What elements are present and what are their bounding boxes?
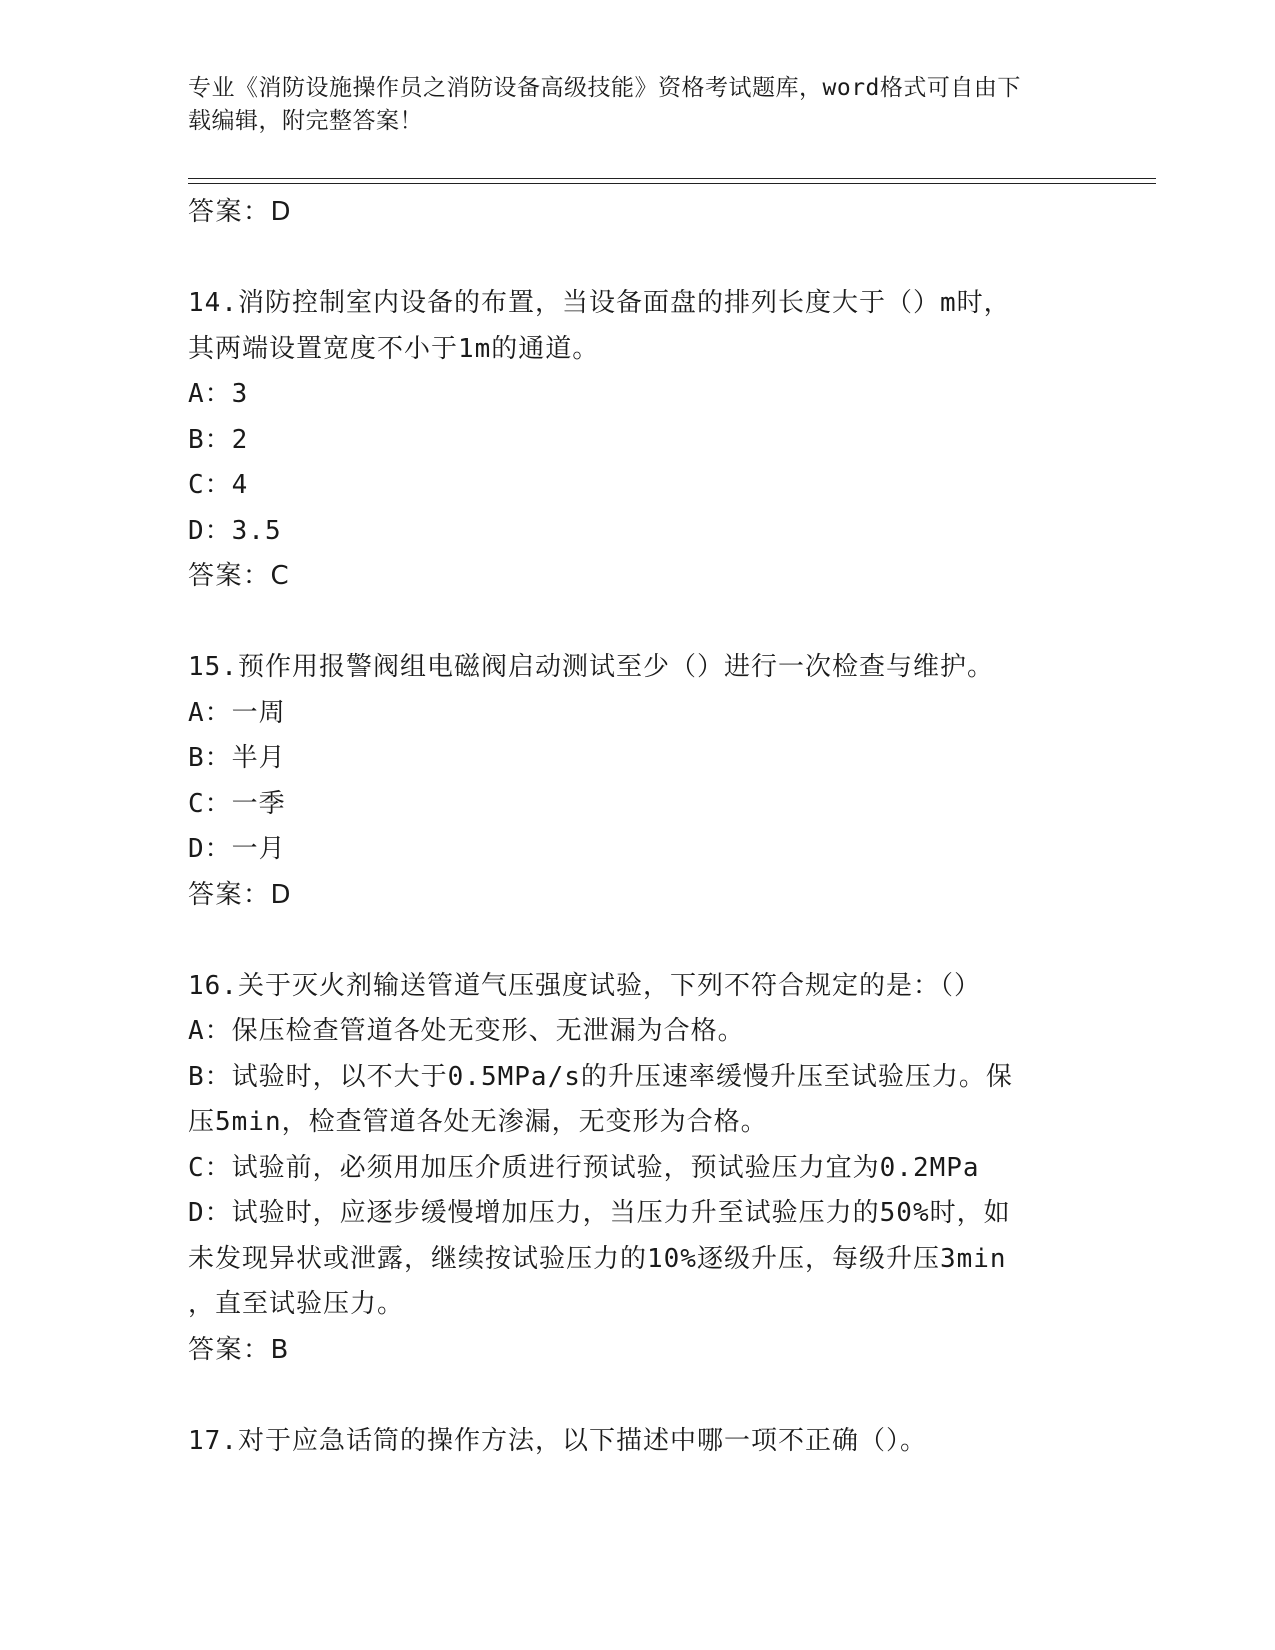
spacer: [188, 236, 1088, 282]
question-14: [188, 281, 1088, 600]
header-divider-top: [188, 178, 1156, 179]
header-line-1: 专业《消防设施操作员之消防设备高级技能》资格考试题库，word格式可自由下: [188, 75, 1021, 101]
question-17: [188, 1419, 1088, 1465]
option-c: C：一季: [188, 788, 286, 819]
option-b: B：半月: [188, 743, 286, 773]
document-header: [188, 72, 1068, 138]
option-d-continued: ，直至试验压力。: [188, 1289, 405, 1319]
question-15: [188, 645, 1088, 918]
option-d-continued: 未发现异状或泄露，继续按试验压力的10%逐级升压，每级升压3min: [188, 1243, 1007, 1274]
spacer: [188, 1373, 1088, 1419]
question-list: [188, 190, 1088, 1464]
option-c: C：试验前，必须用加压介质进行预试验，预试验压力宜为0.2MPa: [188, 1152, 980, 1183]
question-stem: 16.关于灭火剂输送管道气压强度试验，下列不符合规定的是：（）: [188, 970, 981, 1001]
option-a: A：保压检查管道各处无变形、无泄漏为合格。: [188, 1016, 745, 1046]
question-16: [188, 964, 1088, 1374]
option-b: B：2: [188, 424, 249, 455]
header-line-2: 载编辑，附完整答案！: [188, 108, 423, 134]
spacer: [188, 600, 1088, 646]
option-a: A：一周: [188, 697, 286, 728]
question-stem: 15.预作用报警阀组电磁阀启动测试至少（）进行一次检查与维护。: [188, 652, 994, 682]
answer: 答案：C: [188, 561, 291, 591]
option-d: D：试验时，应逐步缓慢增加压力，当压力升至试验压力的50%时，如: [188, 1198, 1011, 1228]
option-c: C：4: [188, 470, 249, 500]
option-b: B：试验时，以不大于0.5MPa/s的升压速率缓慢升压至试验压力。保: [188, 1061, 1013, 1092]
previous-answer: 答案：D: [188, 197, 293, 227]
option-b-continued: 压5min，检查管道各处无渗漏，无变形为合格。: [188, 1107, 768, 1137]
question-stem: 其两端设置宽度不小于1m的通道。: [188, 333, 600, 364]
question-stem: 17.对于应急话筒的操作方法，以下描述中哪一项不正确（）。: [188, 1425, 927, 1456]
question-stem: 14.消防控制室内设备的布置，当设备面盘的排列长度大于（）m时，: [188, 288, 1011, 318]
answer: 答案：B: [188, 1334, 290, 1365]
option-d: D：一月: [188, 834, 286, 864]
option-d: D：3.5: [188, 515, 282, 546]
header-divider-bottom: [188, 183, 1156, 184]
answer: 答案：D: [188, 879, 293, 910]
spacer: [188, 918, 1088, 964]
option-a: A：3: [188, 379, 249, 409]
